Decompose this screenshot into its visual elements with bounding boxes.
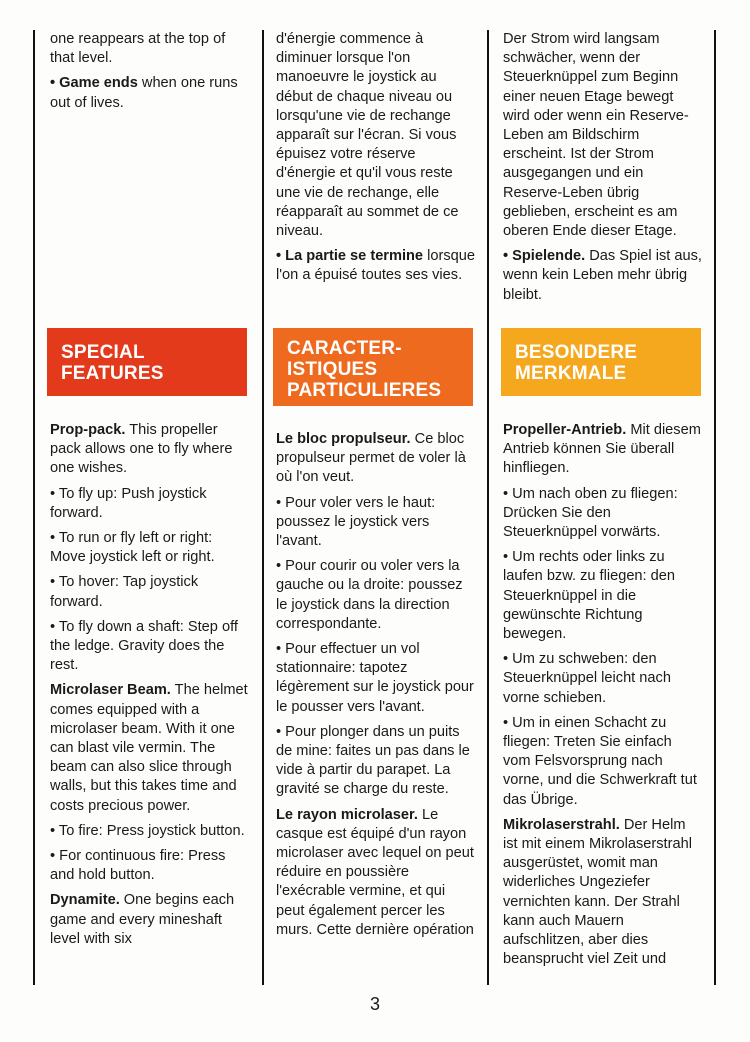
paragraph-text: • To run or fly left or right: Move joystick left or right. [50,530,215,566]
paragraph-lead: Le rayon microlaser. [276,806,418,823]
paragraph-lead: Microlaser Beam. [50,682,171,699]
paragraph-text: • To hover: Tap joystick forward. [50,574,199,610]
paragraph-lead: • Spielende. [503,248,586,265]
paragraph-text: • Pour effectuer un vol stationnaire: tapotez légèrement sur le joystick pour le pousser vers l'avant. [276,641,474,715]
french-top-text [276,30,476,292]
paragraph [50,30,250,68]
column-rule [714,30,716,985]
paragraph-lead: Propeller-Antrieb. [503,422,627,438]
german-section-body [503,421,703,975]
column-rule [487,30,489,985]
paragraph-text: • Um zu schweben: den Steuerknüppel leicht nach vorne schieben. [503,651,671,706]
paragraph [50,847,250,885]
paragraph-text: Ce bloc propulseur permet de voler là où l'on veut. [276,431,466,486]
paragraph-text: d'énergie commence à diminuer lorsque l'on manoeuvre le joystick au début de chaque niveau ou lorsqu'une vie de rechange apparaît sur l'écran. Si vous épuisez votre réserve d'énergie et qu'il vous reste une vie de rechange, elle réapparaît au sommet de ce niveau. [276,31,459,240]
paragraph [50,822,250,841]
paragraph [503,485,703,543]
paragraph-lead: Mikrolaserstrahl. [503,816,620,833]
paragraph [276,247,476,285]
paragraph [503,650,703,708]
paragraph-lead: Dynamite. [50,892,120,909]
header-line: BESONDERE [515,342,638,363]
paragraph-text: Das Spiel ist aus, wenn kein Leben mehr übrig bleibt. [503,248,702,303]
paragraph [276,723,476,800]
paragraph-text: This propeller pack allows one to fly where one wishes. [50,422,233,477]
french-section-body [276,430,476,946]
header-line: CARACTER- [287,338,402,359]
german-section-header [501,328,701,396]
paragraph [50,529,250,567]
paragraph-text: • To fire: Press joystick button. [50,822,245,839]
paragraph [503,714,703,810]
page-number: 3 [369,994,380,1014]
paragraph-lead: Prop-pack. [50,422,126,438]
header-line: PARTICULIERES [287,380,442,401]
paragraph-text: when one runs out of lives. [50,75,238,111]
paragraph [276,806,476,940]
header-line: SPECIAL [61,342,145,363]
english-top-text [50,30,250,119]
paragraph [50,618,250,676]
paragraph-text: • Um rechts oder links zu laufen bzw. zu fliegen: den Steuerknüppel in die gewünschte Richtung bewegen. [503,549,676,643]
paragraph [276,430,476,488]
paragraph-lead: Le bloc propulseur. [276,431,411,447]
paragraph-text: • Pour courir ou voler vers la gauche ou la droite: poussez le joystick dans la direction correspondante. [276,558,463,632]
paragraph-text: Le casque est équipé d'un rayon microlaser avec lequel on peut réduire en poussière l'exécrable vermine, et qui peut également percer les murs. Cette dernière opération [276,806,474,938]
paragraph-lead: • La partie se termine [276,248,424,265]
paragraph-lead: • Game ends [50,75,138,92]
paragraph [503,816,703,970]
paragraph-text: • Pour plonger dans un puits de mine: faites un pas dans le vide à partir du parapet. La gravité se charge du reste. [276,723,470,798]
column-rule [262,30,264,985]
paragraph-text: The helmet comes equipped with a microlaser beam. With it one can blast vile vermin. The beam can also slice through walls, but this takes time and costs precious power. [50,682,248,814]
paragraph [50,891,250,949]
paragraph [50,421,250,479]
paragraph-text: • Um in einen Schacht zu fliegen: Treten Sie einfach vom Felsvorsprung nach vorne, und die Schwerkraft tut das Übrige. [503,714,697,808]
header-line: MERKMALE [515,363,627,384]
paragraph-text: • Pour voler vers le haut: poussez le joystick vers l'avant. [276,494,436,550]
paragraph-text: one reappears at the top of that level. [50,31,226,67]
paragraph-text: lorsque l'on a épuisé toutes ses vies. [276,248,475,284]
paragraph-text: • For continuous fire: Press and hold button. [50,848,226,884]
header-line: ISTIQUES [287,359,378,380]
paragraph-text: • To fly up: Push joystick forward. [50,485,207,521]
paragraph [276,30,476,241]
paragraph-text: • To fly down a shaft: Step off the ledge. Gravity does the rest. [50,618,238,674]
english-section-body [50,421,250,955]
paragraph [503,247,703,305]
column-rule [33,30,35,985]
paragraph [50,485,250,523]
english-section-header [47,328,247,396]
german-top-text [503,30,703,311]
paragraph [50,74,250,112]
paragraph-text: Mit diesem Antrieb können Sie überall hinfliegen. [503,422,701,477]
paragraph-text: Der Strom wird langsam schwächer, wenn der Steuerknüppel zum Beginn einer neuen Etage bewegt wird oder wenn ein Reserve-Leben am Bildschirm erscheint. Ist der Strom ausgegangen und ein Reserve-Leben übrig geblieben, erscheint es am oberen Ende dieser Etage. [503,31,689,240]
paragraph [276,494,476,552]
paragraph [50,681,250,815]
paragraph-text: • Um nach oben zu fliegen: Drücken Sie den Steuerknüppel vorwärts. [503,485,678,541]
paragraph-text: Der Helm ist mit einem Mikrolaserstrahl ausgerüstet, womit man widerliches Ungeziefer vernichten kann. Der Strahl kann auch Mauern aufschlitzen, aber dies beansprucht viel Zeit und [503,816,692,968]
header-line: FEATURES [61,363,164,384]
paragraph [503,548,703,644]
paragraph-text: One begins each game and every mineshaft level with six [50,892,235,947]
paragraph [276,557,476,634]
french-section-header [273,328,473,406]
paragraph [276,640,476,717]
paragraph [503,30,703,241]
paragraph [503,421,703,479]
paragraph [50,573,250,611]
